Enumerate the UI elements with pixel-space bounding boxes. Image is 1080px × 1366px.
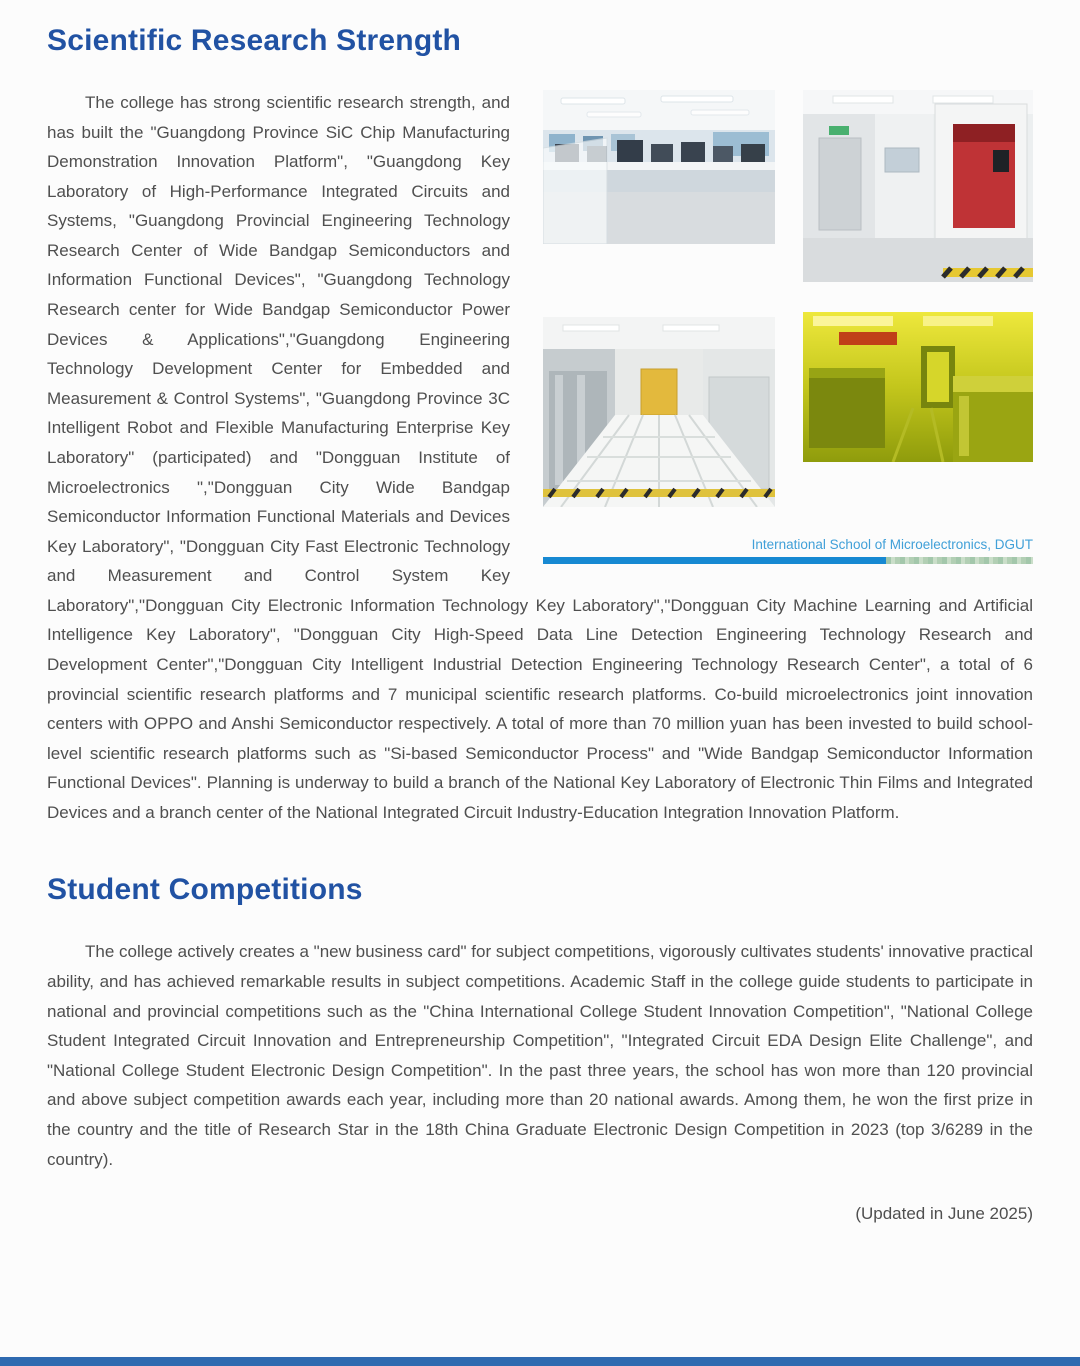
photo-grid xyxy=(543,90,1033,507)
photo-column-right xyxy=(803,90,1033,507)
competitions-paragraph-text: The college actively creates a "new business card" for subject competitions, vigorously cultivates students' innovative practical ability, and has achieved remarkable results in subject competitions. Academic Staff in the college guide students to participate in national and provincial competitions such as the "China International College Student Innovation Competition", "National College Student Integrated Circuit Innovation and Entrepreneurship Competition", "Integrated Circuit EDA Design Elite Challenge", and "National College Student Electronic Design Competition". In the past three years, the school has won more than 120 provincial and above subject competition awards each year, including more than 20 national awards. Among them, he won the first prize in the country and the title of Research Star in the 18th China Graduate Electronic Design Competition in 2023 (top 3/6289 in the country). xyxy=(47,942,1033,1169)
research-paragraph xyxy=(47,88,1033,827)
photo-research-lab xyxy=(543,90,775,244)
photo-column-left xyxy=(543,90,775,507)
photo-cleanroom-corridor xyxy=(543,317,775,507)
caption-underline-bar xyxy=(543,557,1033,564)
research-lab-illustration xyxy=(543,90,775,244)
footer-top-bar xyxy=(0,1357,1080,1366)
red-test-chamber-illustration xyxy=(803,90,1033,282)
caption-bar-blue-segment xyxy=(543,557,886,564)
updated-note: (Updated in June 2025) xyxy=(855,1204,1033,1224)
photo-gallery xyxy=(543,90,1033,564)
research-paragraph-text: The college has strong scientific research strength, and has built the "Guangdong Province SiC Chip Manufacturing Demonstration Innovation Platform", "Guangdong Key Laboratory of High-Performance Integrated Circuits and Systems, "Guangdong Provincial Engineering Technology Research Center of Wide Bandgap Semiconductors and Information Functional Devices", "Guangdong Technology Research center for Wide Bandgap Semiconductor Power Devices & Applications","Guangdong Engineering Technology Development Center for Embedded and Measurement & Control Systems", "Guangdong Province 3C Intelligent Robot and Flexible Manufacturing Enterprise Key Laboratory" (participated) and "Dongguan Institute of Microelectronics ","Dongguan City Wide Bandgap Semiconductor Information Functional Materials and Devices Key Laboratory", "Dongguan City Fast Electronic Technology and Measurement and Control System Key Laboratory","Dongguan City Electronic Information Technology Key Laboratory","Dongguan City Machine Learning and Artificial Intelligence Key Laboratory", "Dongguan City High-Speed Data Line Detection Engineering Technology Research and Development Center","Dongguan City Intelligent Industrial Detection Engineering Technology Research Center", a total of 6 provincial scientific research platforms and 7 municipal scientific research platforms. Co-build microelectronics joint innovation centers with OPPO and Anshi Semiconductor respectively. A total of more than 70 million yuan has been invested to build school-level scientific research platforms such as "Si-based Semiconductor Process" and "Wide Bandgap Semiconductor Information Functional Devices". Planning is underway to build a branch of the National Key Laboratory of Electronic Thin Films and Integrated Devices and a branch center of the National Integrated Circuit Industry-Education Integration Innovation Platform. xyxy=(47,93,1033,822)
competitions-paragraph xyxy=(47,937,1033,1174)
cleanroom-corridor-illustration xyxy=(543,317,775,507)
yellow-room-illustration xyxy=(803,312,1033,462)
page-title-competitions: Student Competitions xyxy=(47,873,363,907)
photo-caption: International School of Microelectronics, DGUT xyxy=(751,537,1033,552)
page xyxy=(0,24,1080,1224)
page-title-research: Scientific Research Strength xyxy=(47,24,462,57)
caption-bar-green-segment xyxy=(886,557,1033,564)
photo-red-test-chamber xyxy=(803,90,1033,282)
photo-yellow-room xyxy=(803,312,1033,462)
